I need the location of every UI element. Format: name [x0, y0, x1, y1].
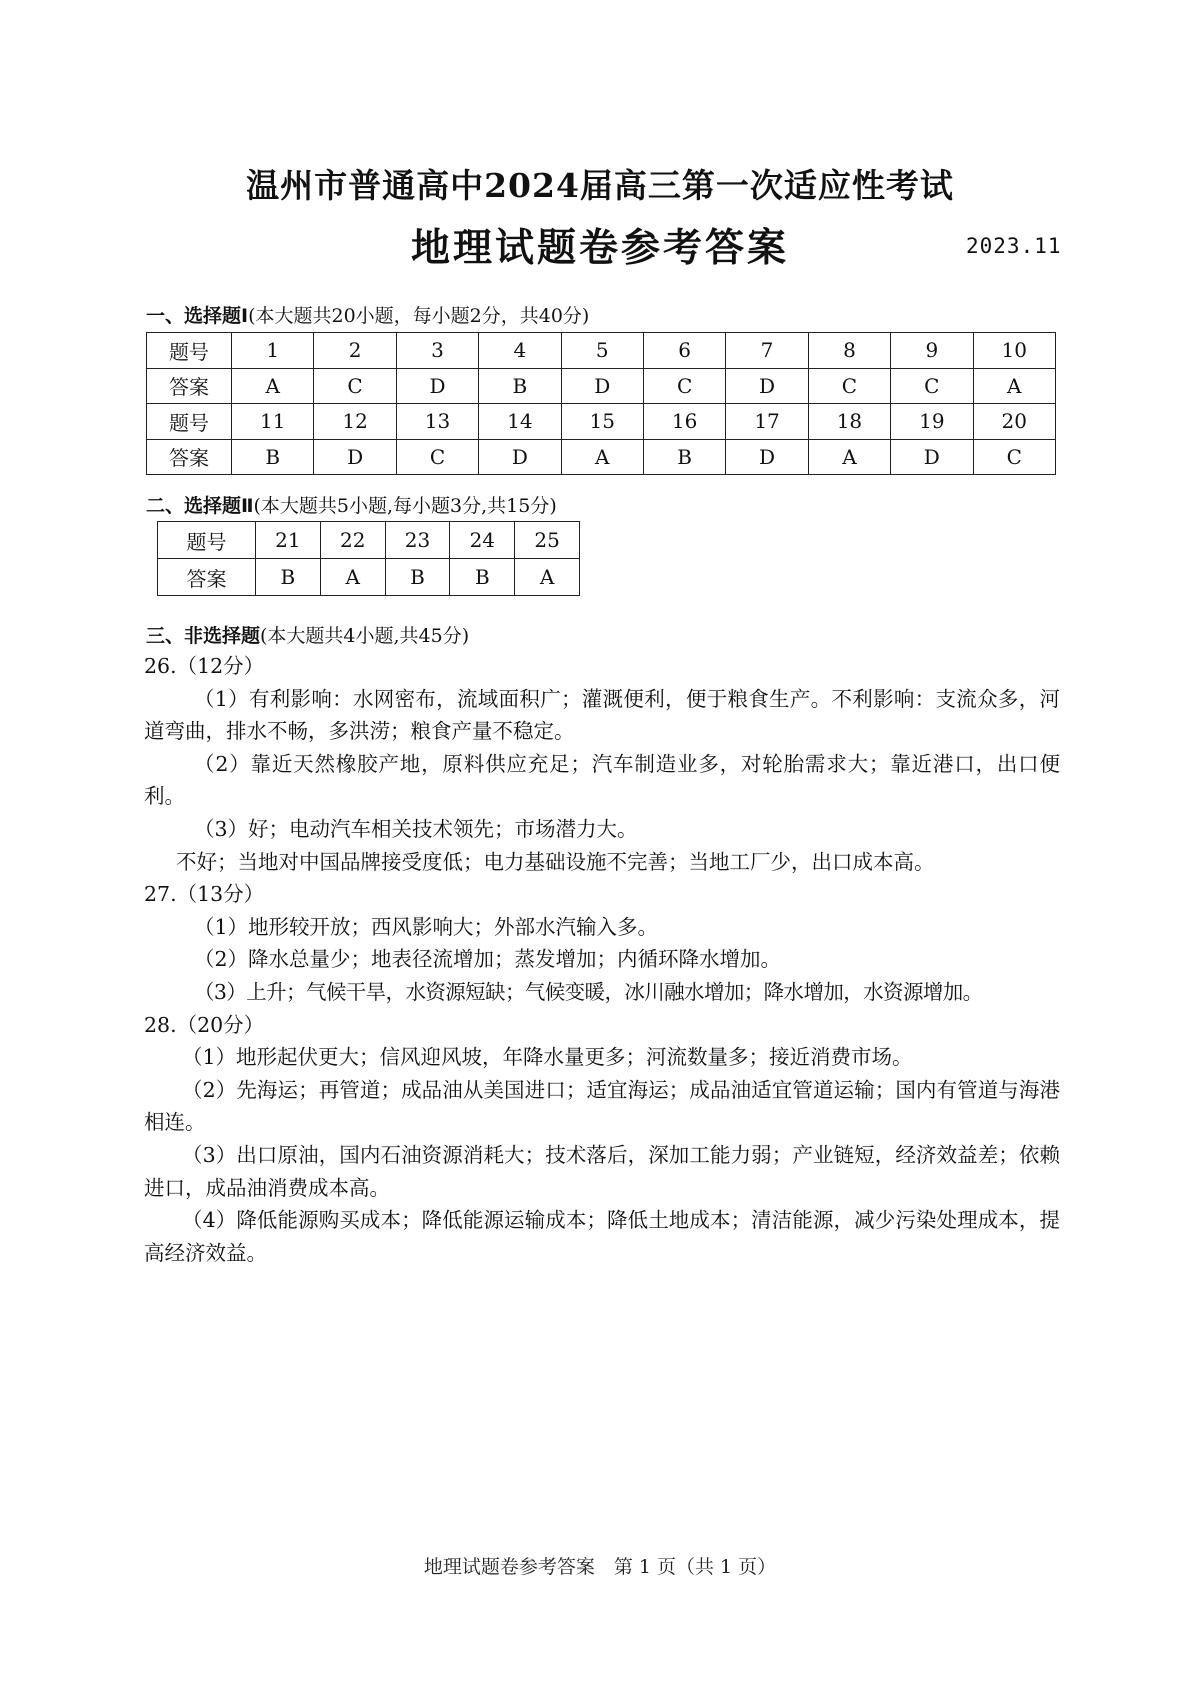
answer-cell: C [808, 368, 890, 404]
question-number: 4 [479, 333, 561, 369]
answer-cell: C [396, 439, 478, 475]
answer-paragraph: （3）出口原油，国内石油资源消耗大；技术落后，深加工能力弱；产业链短，经济效益差；依赖进口，成品油消费成本高。 [144, 1142, 1060, 1200]
answer-cell: A [515, 559, 580, 596]
question-number: 16 [643, 404, 725, 440]
answer-cell: C [891, 368, 973, 404]
question-number: 5 [561, 333, 643, 369]
answer-cell: B [479, 368, 561, 404]
exam-title: 温州市普通高中2024届高三第一次适应性考试 [246, 166, 954, 205]
question-number: 20 [973, 404, 1055, 440]
table-row [158, 522, 580, 559]
question-number: 17 [726, 404, 808, 440]
section1-heading-title: 一、选择题Ⅰ [146, 305, 249, 327]
question-number: 25 [515, 522, 580, 559]
question-number: 10 [973, 333, 1055, 369]
answer-cell: D [561, 368, 643, 404]
row-label: 题号 [147, 333, 232, 369]
question-header-28: 28.（20分） [144, 1012, 265, 1037]
question-number: 3 [396, 333, 478, 369]
question-number: 1 [232, 333, 314, 369]
answer-cell: C [314, 368, 396, 404]
section2-heading [146, 491, 557, 518]
question-number: 14 [479, 404, 561, 440]
question-number: 7 [726, 333, 808, 369]
answer-cell: A [561, 439, 643, 475]
question-number: 2 [314, 333, 396, 369]
table-row [147, 439, 1056, 475]
answer-cell: D [891, 439, 973, 475]
answer-paragraph: （1）有利影响：水网密布，流域面积广；灌溉便利，便于粮食生产。不利影响：支流众多，河道弯曲，排水不畅，多洪涝；粮食产量不稳定。 [144, 686, 1060, 744]
question-number: 18 [808, 404, 890, 440]
choice-answer-table-1 [146, 332, 1056, 475]
answer-cell: A [808, 439, 890, 475]
answer-paragraph: （3）上升；气候干旱，水资源短缺；气候变暖，冰川融水增加；降水增加，水资源增加。 [194, 979, 983, 1004]
row-label: 题号 [158, 522, 256, 559]
question-number: 23 [385, 522, 450, 559]
answer-cell: D [479, 439, 561, 475]
row-label: 答案 [147, 439, 232, 475]
answer-paragraph: 不好；当地对中国品牌接受度低；电力基础设施不完善；当地工厂少，出口成本高。 [176, 849, 935, 874]
answer-cell: C [973, 439, 1055, 475]
answer-paragraph: （1）地形较开放；西风影响大；外部水汽输入多。 [194, 914, 659, 939]
exam-date: 2023.11 [966, 234, 1062, 258]
answer-cell: D [726, 368, 808, 404]
question-number: 24 [450, 522, 515, 559]
answer-cell: D [396, 368, 478, 404]
answer-paragraph: （1）地形起伏更大；信风迎风坡，年降水量更多；河流数量多；接近消费市场。 [182, 1045, 913, 1070]
question-number: 6 [643, 333, 725, 369]
answer-cell: B [385, 559, 450, 596]
question-number: 19 [891, 404, 973, 440]
table-row [158, 559, 580, 596]
row-label: 题号 [147, 404, 232, 440]
free-response-answers [144, 650, 1060, 1269]
answer-cell: B [256, 559, 321, 596]
document-title: 地理试题卷参考答案 [410, 226, 789, 271]
section2-heading-note: (本大题共5小题,每小题3分,共15分) [253, 495, 557, 517]
answer-paragraph: （2）先海运；再管道；成品油从美国进口；适宜海运；成品油适宜管道运输；国内有管道与海港相连。 [144, 1077, 1060, 1135]
section3-heading-note: (本大题共4小题,共45分) [260, 625, 470, 647]
answer-paragraph: （2）降水总量少；地表径流增加；蒸发增加；内循环降水增加。 [194, 947, 782, 972]
answer-cell: D [314, 439, 396, 475]
question-number: 9 [891, 333, 973, 369]
answer-cell: B [232, 439, 314, 475]
question-number: 15 [561, 404, 643, 440]
question-number: 8 [808, 333, 890, 369]
answer-paragraph: （2）靠近天然橡胶产地，原料供应充足；汽车制造业多，对轮胎需求大；靠近港口，出口便利。 [144, 751, 1060, 809]
answer-cell: A [320, 559, 385, 596]
question-number: 11 [232, 404, 314, 440]
question-header-26: 26.（12分） [144, 654, 265, 678]
answer-cell: A [973, 368, 1055, 404]
answer-paragraph: （4）降低能源购买成本；降低能源运输成本；降低土地成本；清洁能源，减少污染处理成本，提高经济效益。 [144, 1208, 1060, 1265]
row-label: 答案 [147, 368, 232, 404]
row-label: 答案 [158, 559, 256, 596]
choice-answer-table-2 [157, 521, 580, 596]
question-number: 12 [314, 404, 396, 440]
question-number: 13 [396, 404, 478, 440]
table-row [147, 333, 1056, 369]
answer-cell: D [726, 439, 808, 475]
section1-heading [146, 301, 589, 328]
answer-cell: A [232, 368, 314, 404]
section3-heading [146, 621, 469, 648]
answer-paragraph: （3）好；电动汽车相关技术领先；市场潜力大。 [194, 816, 638, 841]
question-header-27: 27.（13分） [144, 882, 265, 907]
table-row [147, 368, 1056, 404]
page-footer: 地理试题卷参考答案 第 1 页（共 1 页） [423, 1556, 777, 1578]
section3-heading-title: 三、非选择题 [146, 625, 261, 647]
question-number: 22 [320, 522, 385, 559]
answer-cell: B [450, 559, 515, 596]
answer-cell: B [643, 439, 725, 475]
section2-heading-title: 二、选择题Ⅱ [146, 495, 254, 517]
answer-cell: C [643, 368, 725, 404]
section1-heading-note: (本大题共20小题，每小题2分，共40分) [248, 305, 590, 327]
table-row [147, 404, 1056, 440]
question-number: 21 [256, 522, 321, 559]
